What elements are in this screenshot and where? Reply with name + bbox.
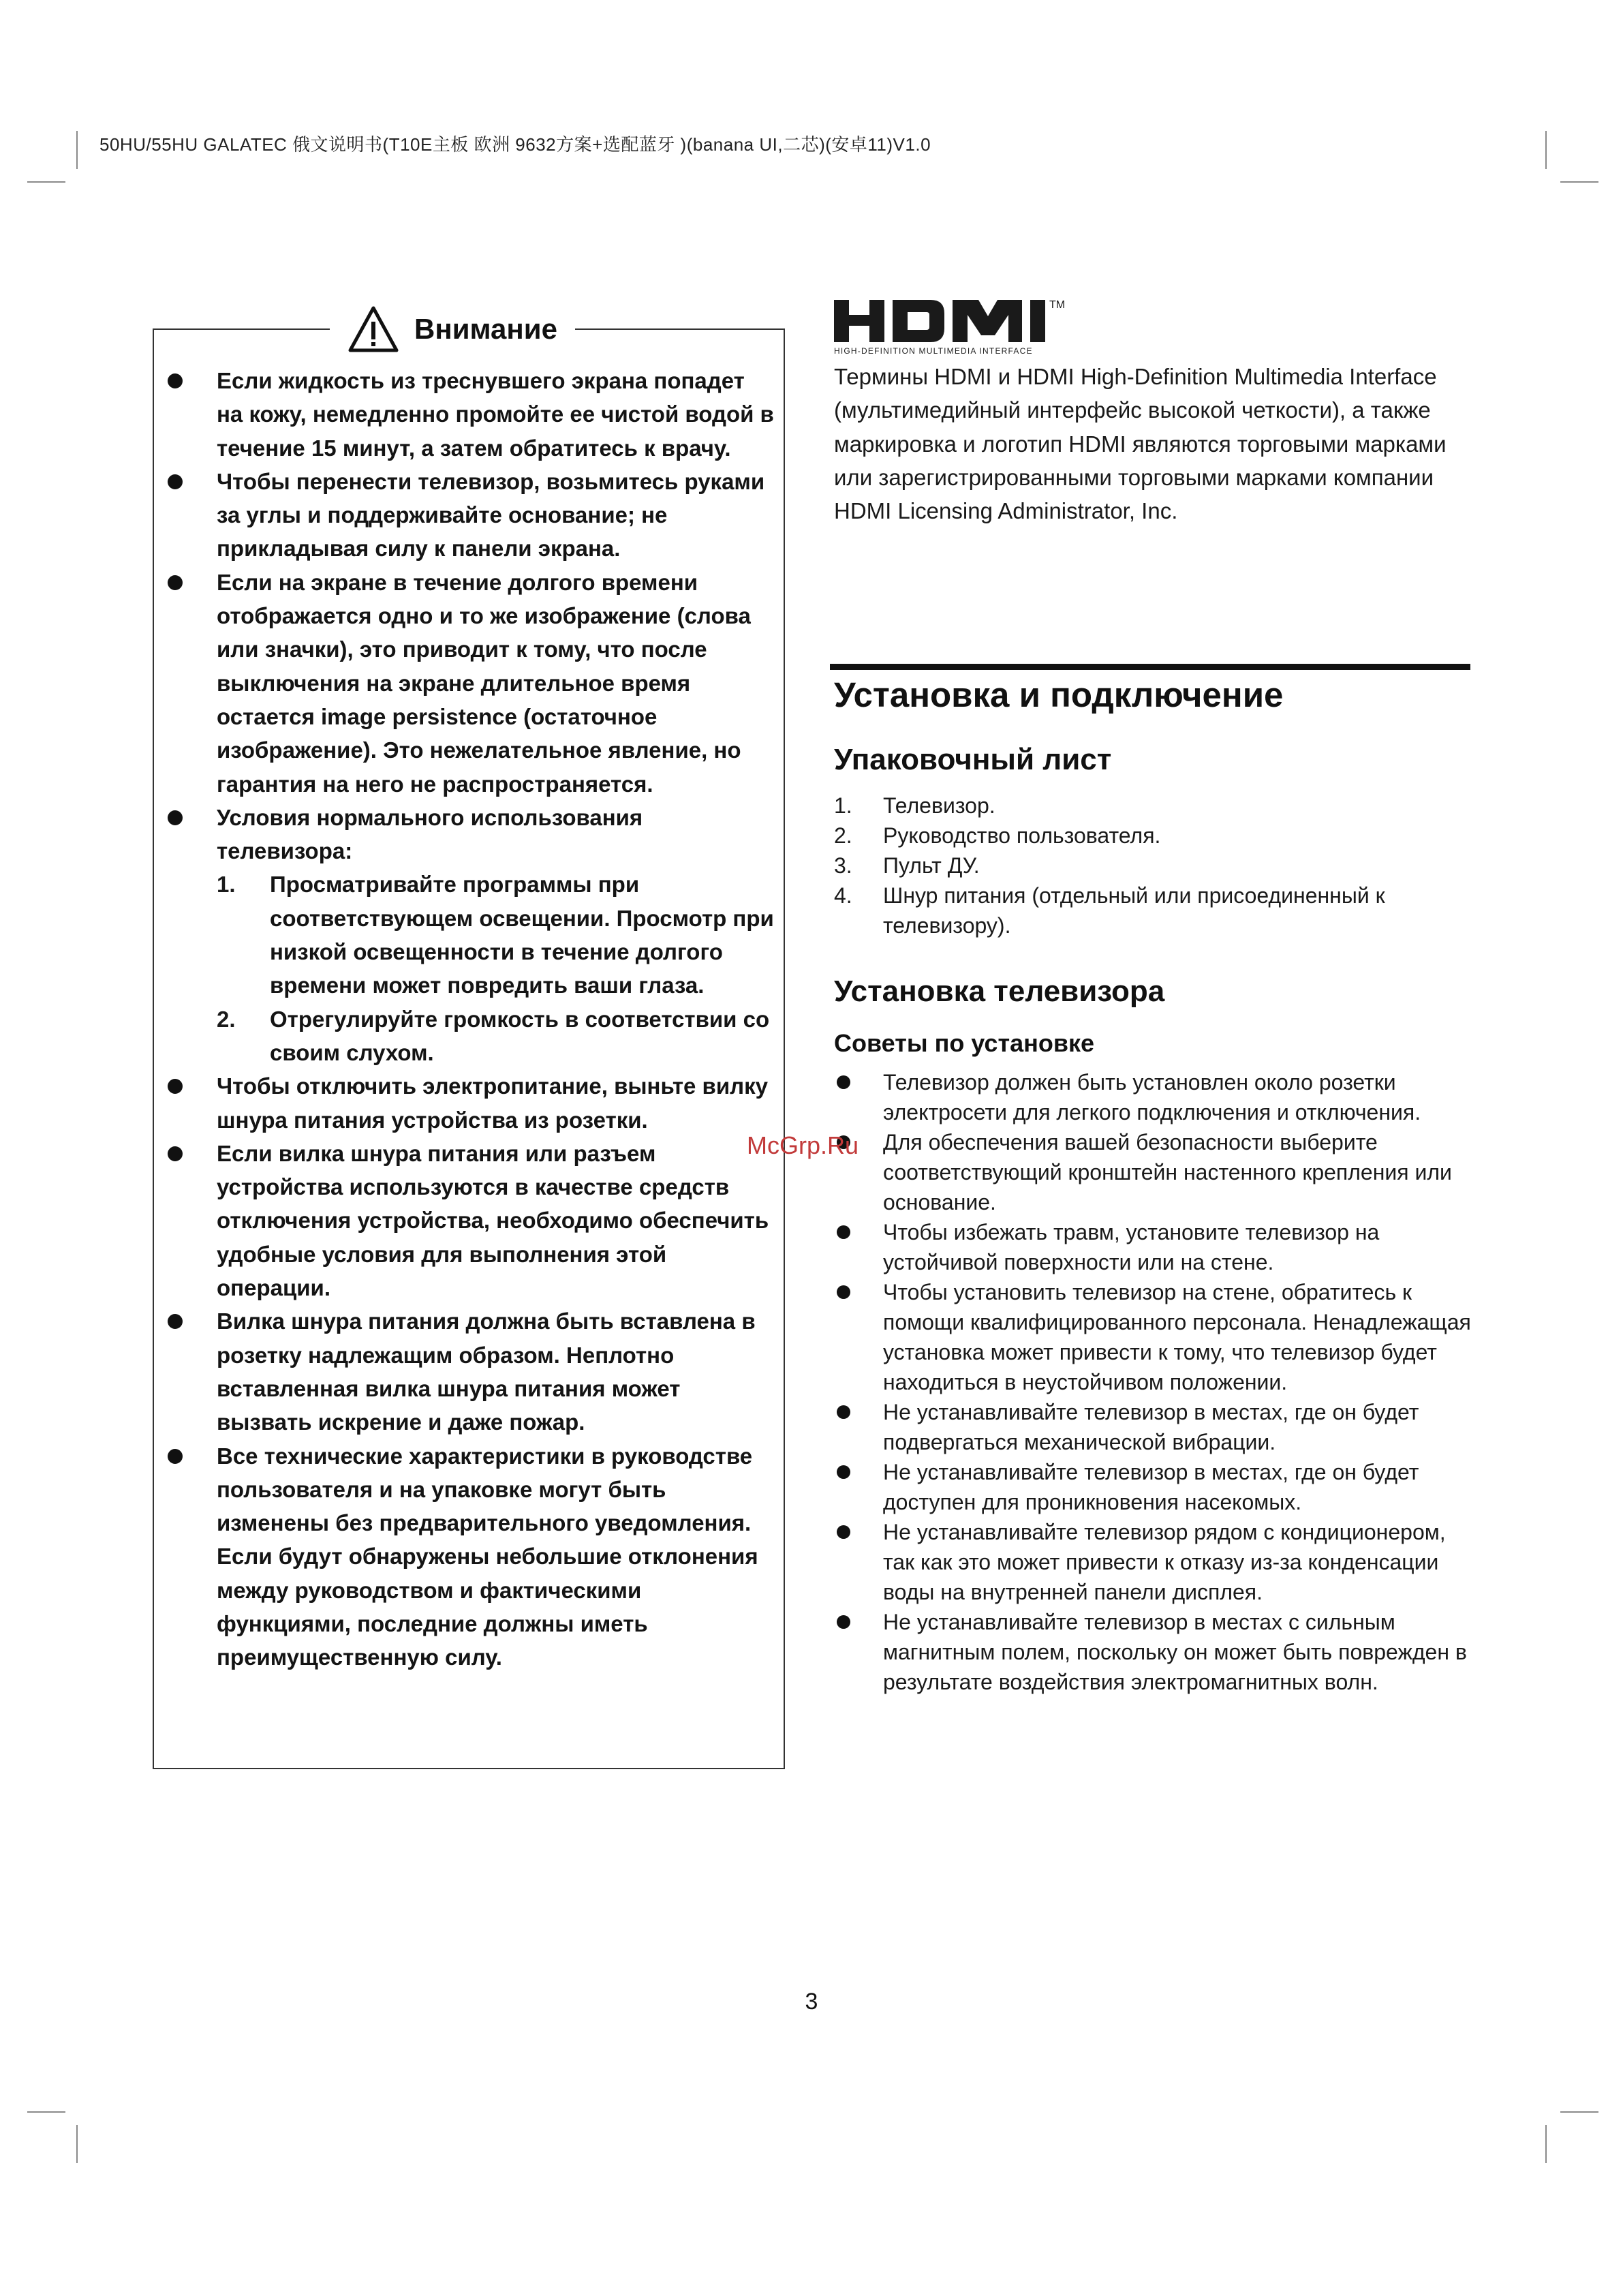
warning-box [153, 313, 785, 1769]
warning-item-text: Если жидкость из треснувшего экрана попадет на кожу, немедленно промойте ее чистой водой в течение 15 минут, а затем обратитесь к врачу. [217, 368, 774, 461]
list-item-text: Телевизор должен быть установлен около розетки электросети для легкого подключения и отключения. [883, 1070, 1421, 1124]
crop-mark [1545, 131, 1547, 169]
sub-item-text: Просматривайте программы при соответствующем освещении. Просмотр при низкой освещенности в течение долгого времени может повредить ваши глаза. [270, 872, 774, 998]
tips-list [834, 1067, 1474, 1697]
warning-item [154, 566, 786, 801]
section-title: Установка и подключение [834, 675, 1284, 714]
bullet-icon [837, 1225, 850, 1239]
bullet-icon [837, 1405, 850, 1419]
hdmi-tm-mark: TM [1049, 299, 1066, 311]
crop-mark [27, 2111, 65, 2113]
list-item-number: 4. [834, 883, 852, 908]
list-item [834, 1607, 1474, 1697]
sub-item-number: 1. [217, 872, 236, 898]
packing-title: Упаковочный лист [834, 743, 1112, 776]
crop-mark [1545, 2125, 1547, 2163]
warning-item [154, 465, 786, 566]
warning-item-text: Если вилка шнура питания или разъем устройства используются в качестве средств отключения устройства, необходимо обеспечить удобные условия для выполнения этой операции. [217, 1140, 769, 1301]
list-item-text: Чтобы избежать травм, установите телевизор на устойчивой поверхности или на стене. [883, 1220, 1380, 1274]
list-item [834, 1517, 1474, 1607]
list-item [834, 1397, 1474, 1457]
section-rule [830, 664, 1470, 670]
list-item [834, 881, 1474, 940]
warning-triangle-icon [347, 305, 399, 353]
hdmi-paragraph: Термины HDMI и HDMI High-Definition Multimedia Interface (мультимедийный интерфейс высокой четкости), а также маркировка и логотип HDMI являются торговыми марками или зарегистрированными торговыми марками компании HDMI Licensing Administrator, Inc. [834, 364, 1447, 524]
bullet-icon [837, 1465, 850, 1479]
crop-mark [76, 131, 78, 169]
warning-title-text: Внимание [414, 313, 557, 345]
tips-title: Советы по установке [834, 1029, 1095, 1057]
bullet-icon [837, 1285, 850, 1299]
bullet-icon [837, 1525, 850, 1539]
bullet-icon [168, 575, 183, 590]
list-item [834, 1457, 1474, 1517]
warning-item-text: Все технические характеристики в руководстве пользователя и на упаковке могут быть изменены без предварительного уведомления. Если будут обнаружены небольшие отклонения между руководством и фактическими функциями, последние должны иметь преимущественную силу. [217, 1443, 758, 1670]
tv-install-title: Установка телевизора [834, 975, 1165, 1008]
warning-item [154, 1137, 786, 1304]
bullet-icon [837, 1615, 850, 1629]
warning-title [330, 303, 575, 356]
crop-mark [1560, 2111, 1598, 2113]
list-item-number: 2. [834, 823, 852, 848]
list-item [834, 1067, 1474, 1127]
warning-item [154, 1439, 786, 1674]
warning-sub-item [217, 1002, 775, 1070]
list-item-text: Шнур питания (отдельный или присоединенный к телевизору). [883, 883, 1385, 938]
warning-item [154, 1069, 786, 1137]
sub-item-number: 2. [217, 1006, 236, 1032]
warning-item [154, 1304, 786, 1439]
warning-item-text: Чтобы перенести телевизор, возьмитесь руками за углы и поддерживайте основание; не прикладывая силу к панели экрана. [217, 468, 765, 562]
crop-mark [76, 2125, 78, 2163]
list-item [834, 821, 1474, 851]
crop-mark [27, 181, 65, 183]
document-header: 50HU/55HU GALATEC 俄文说明书(T10E主板 欧洲 9632方案+选配蓝牙 )(banana UI,二芯)(安卓11)V1.0 [99, 134, 931, 155]
warning-item [154, 364, 786, 465]
watermark: McGrp.Ru [747, 1131, 859, 1159]
list-item-text: Телевизор. [883, 793, 995, 818]
bullet-icon [168, 810, 183, 825]
warning-item [154, 801, 786, 1069]
warning-item-text: Если на экране в течение долгого времени отображается одно и то же изображение (слова или значки), это приводит к тому, что после выключения на экране длительное время остается image persistence (остаточное изображение). Это нежелательное явление, но гарантия на него не распространяется. [217, 569, 751, 797]
bullet-icon [168, 373, 183, 388]
list-item-text: Не устанавливайте телевизор в местах с сильным магнитным полем, поскольку он может быть поврежден в результате воздействия электромагнитных волн. [883, 1610, 1467, 1694]
list-item [834, 851, 1474, 881]
bullet-icon [837, 1075, 850, 1089]
bullet-icon [168, 474, 183, 489]
warning-list [154, 364, 786, 1674]
list-item-text: Не устанавливайте телевизор в местах, где он будет подвергаться механической вибрации. [883, 1400, 1419, 1454]
warning-sub-item [217, 868, 775, 1002]
packing-list [834, 791, 1474, 940]
bullet-icon [168, 1146, 183, 1161]
crop-mark [1560, 181, 1598, 183]
list-item [834, 1217, 1474, 1277]
bullet-icon [168, 1314, 183, 1329]
hdmi-tagline: HIGH-DEFINITION MULTIMEDIA INTERFACE [834, 346, 1033, 356]
list-item-number: 3. [834, 853, 852, 878]
list-item [834, 1277, 1474, 1397]
list-item-number: 1. [834, 793, 852, 818]
warning-sub-list [217, 868, 775, 1069]
bullet-icon [168, 1449, 183, 1464]
list-item-text: Не устанавливайте телевизор в местах, где он будет доступен для проникновения насекомых. [883, 1460, 1419, 1514]
warning-item-text: Вилка шнура питания должна быть вставлена в розетку надлежащим образом. Неплотно вставленная вилка шнура питания может вызвать искрение и даже пожар. [217, 1308, 756, 1435]
list-item [834, 1127, 1474, 1217]
list-item-text: Не устанавливайте телевизор рядом с кондиционером, так как это может привести к отказу из-за конденсации воды на внутренней панели дисплея. [883, 1520, 1446, 1604]
list-item-text: Для обеспечения вашей безопасности выберите соответствующий кронштейн настенного крепления или основание. [883, 1130, 1452, 1214]
list-item-text: Пульт ДУ. [883, 853, 980, 878]
bullet-icon [168, 1079, 183, 1094]
sub-item-text: Отрегулируйте громкость в соответствии со своим слухом. [270, 1006, 770, 1065]
page-number: 3 [805, 1989, 818, 2015]
warning-item-text: Условия нормального использования телевизора: [217, 804, 643, 864]
list-item-text: Чтобы установить телевизор на стене, обратитесь к помощи квалифицированного персонала. Ненадлежащая установка может привести к тому, что телевизор будет находиться в неустойчивом положении. [883, 1280, 1471, 1394]
list-item-text: Руководство пользователя. [883, 823, 1161, 848]
warning-item-text: Чтобы отключить электропитание, выньте вилку шнура питания устройства из розетки. [217, 1073, 768, 1133]
list-item [834, 791, 1474, 821]
